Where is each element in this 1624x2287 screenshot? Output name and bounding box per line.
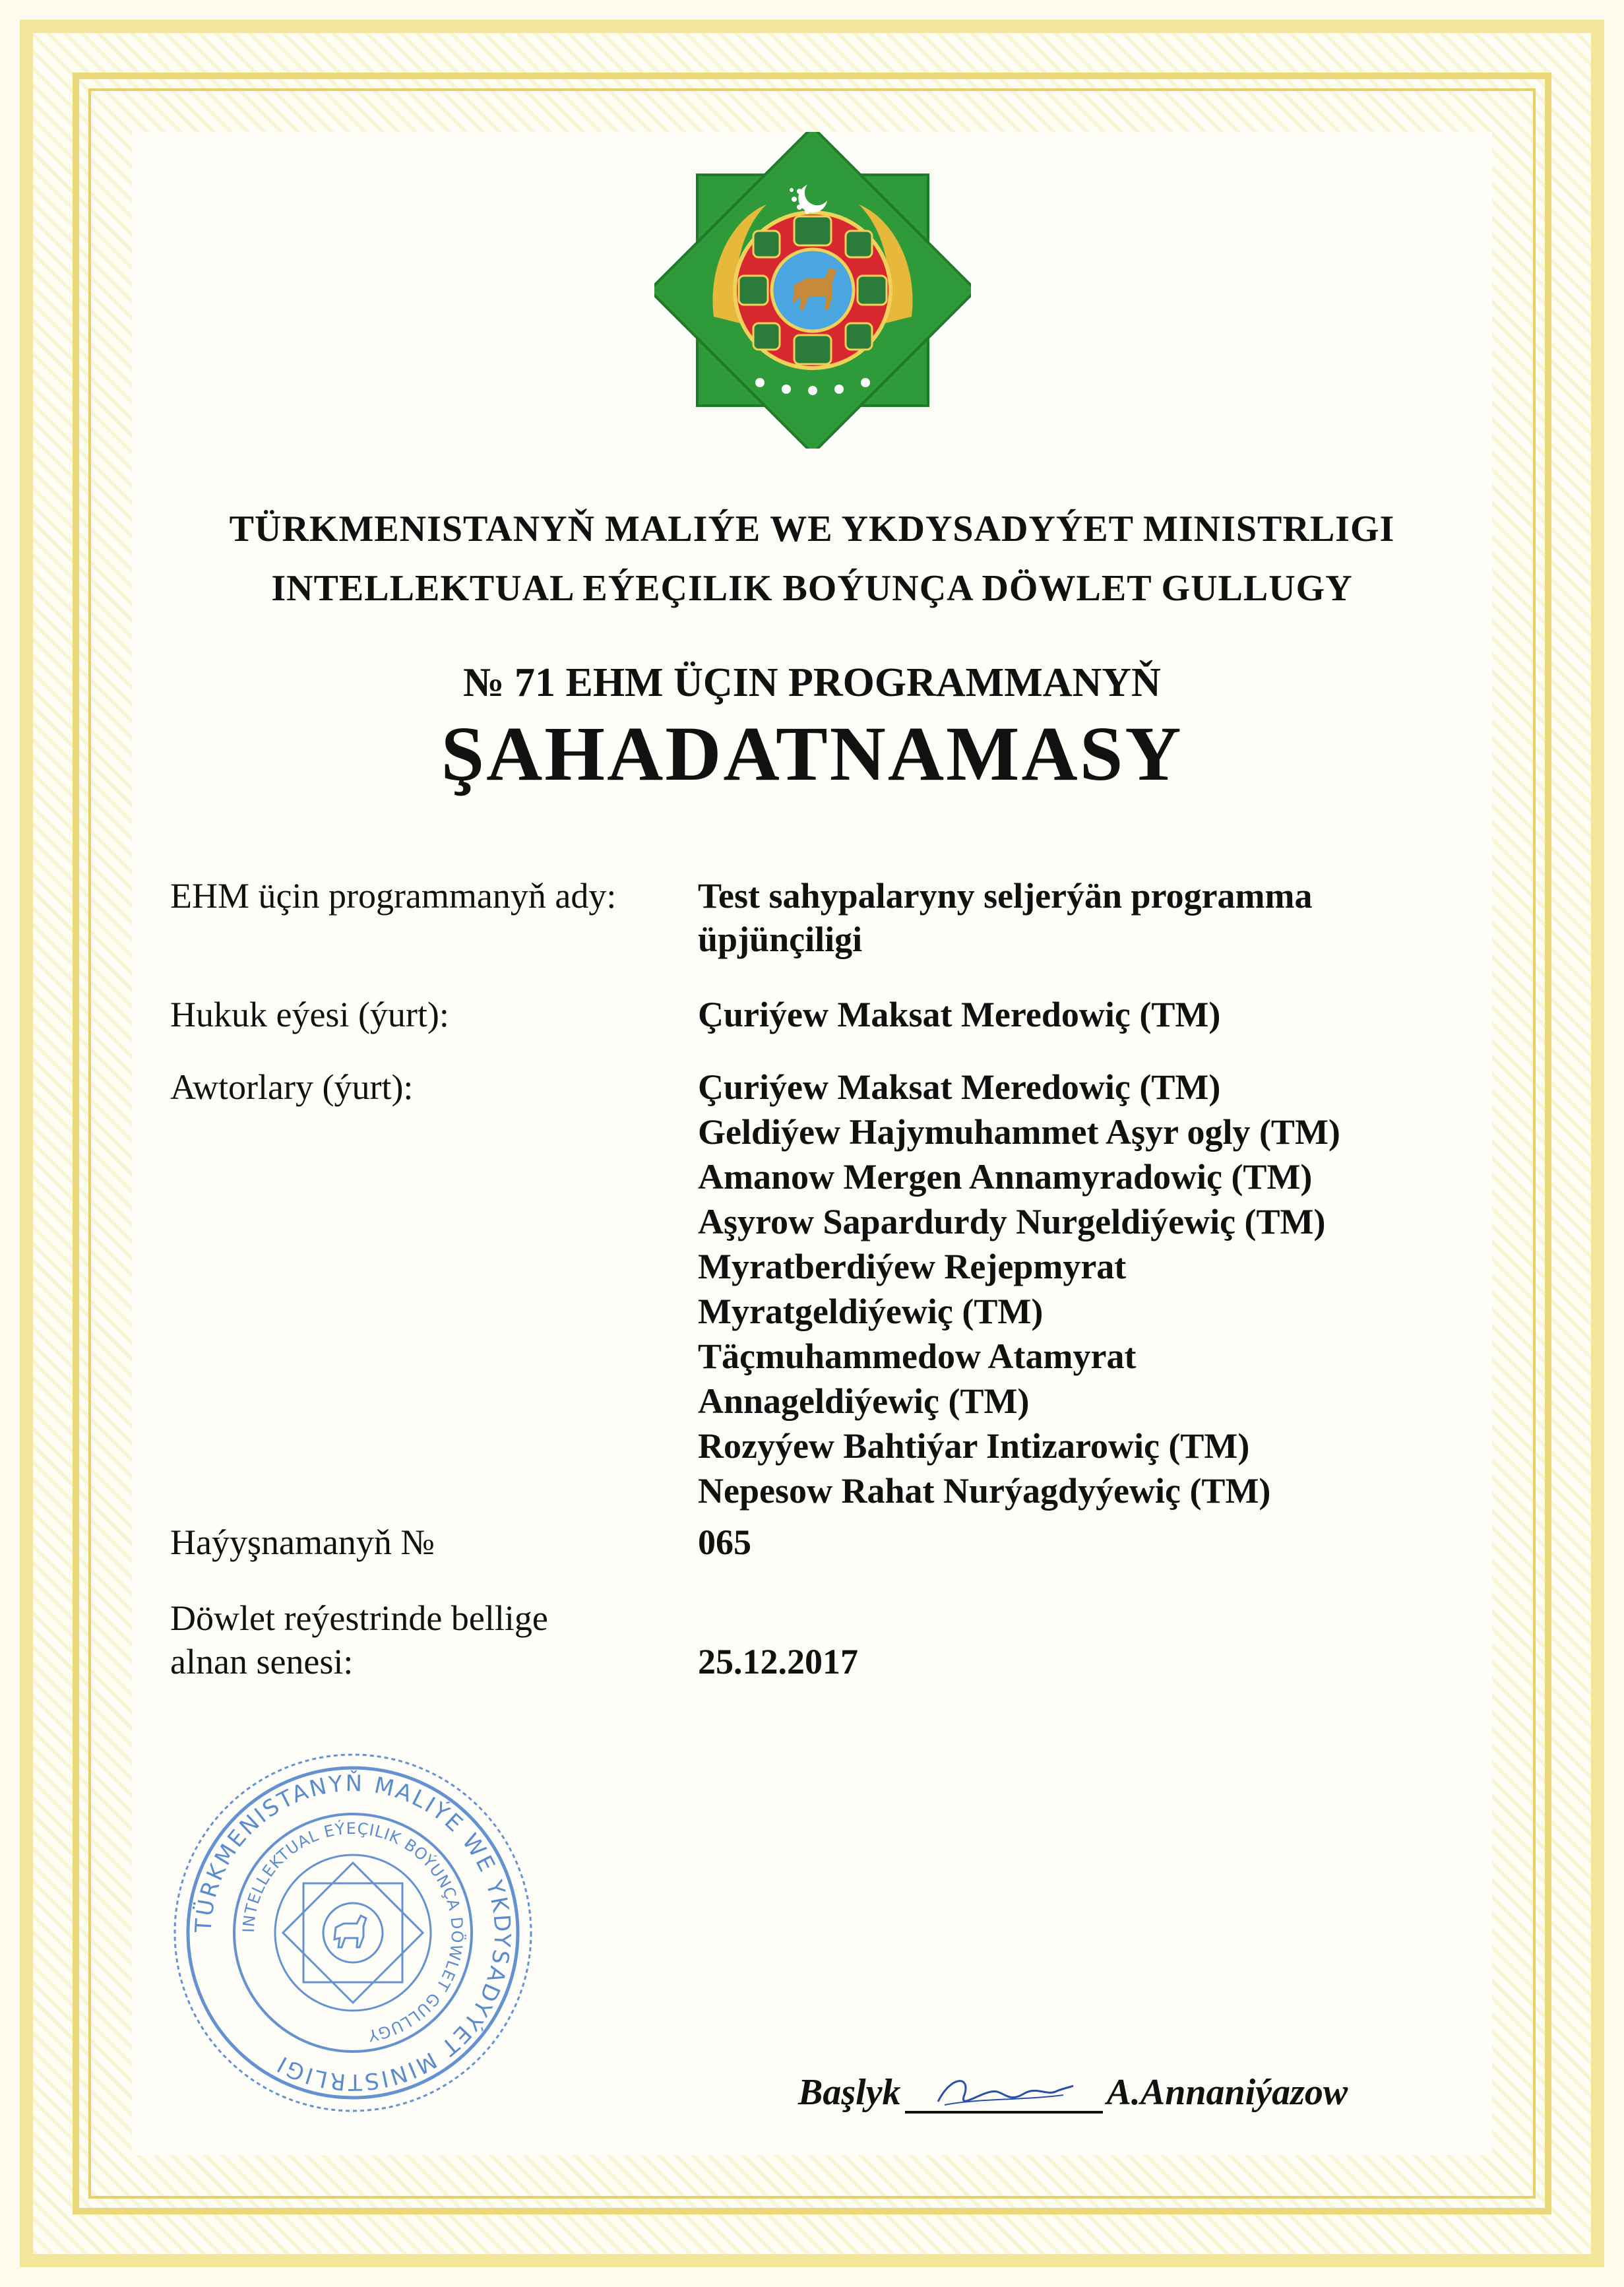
author-item: Annageldiýewiç (TM) [698, 1381, 1030, 1421]
official-seal-icon [162, 1741, 544, 2124]
author-item: Aşyrow Sapardurdy Nurgeldiýewiç (TM) [698, 1202, 1326, 1241]
author-item: Rozyýew Bahtiýar Intizarowiç (TM) [698, 1426, 1250, 1466]
author-item: Nepesow Rahat Nurýagdyýewiç (TM) [698, 1471, 1271, 1511]
signatory-position: Başlyk [798, 2072, 901, 2113]
application-label: Haýyşnamanyň № [170, 1522, 435, 1562]
svg-text:TÜRKMENISTANYŇ MALIÝE WE YKDYS [191, 1770, 516, 2095]
seal-inner-text: INTELLEKTUAL EÝEÇILIK BOÝUNÇA DÖWLET GULLUGY [239, 1819, 467, 2046]
application-value: 065 [698, 1522, 751, 1562]
program-name-value [698, 874, 1489, 961]
authors-list [698, 1065, 1489, 1514]
signatory-name: A.Annaniýazow [1106, 2072, 1348, 2113]
owner-label: Hukuk eýesi (ýurt): [170, 995, 449, 1034]
signature-line [905, 2084, 1103, 2114]
author-item: Täçmuhammedow Atamyrat [698, 1336, 1137, 1376]
author-item: Geldiýew Hajymuhammet Aşyr ogly (TM) [698, 1112, 1340, 1152]
handwritten-signature-icon [931, 2069, 1077, 2115]
ministry-name-line2: INTELLEKTUAL EÝEÇILIK BOÝUNÇA DÖWLET GULLUGY [271, 568, 1353, 609]
ministry-name-line1: TÜRKMENISTANYŇ MALIÝE WE YKDYSADYÝET MINISTRLIGI [229, 509, 1395, 549]
state-emblem-icon [654, 132, 971, 449]
author-item: Amanow Mergen Annamyradowiç (TM) [698, 1157, 1313, 1197]
program-name-line1: Test sahypalaryny seljerýän programma [698, 876, 1313, 916]
date-value: 25.12.2017 [698, 1642, 858, 1681]
author-item: Çuriýew Maksat Meredowiç (TM) [698, 1067, 1221, 1107]
date-label [170, 1596, 685, 1683]
owner-value: Çuriýew Maksat Meredowiç (TM) [698, 995, 1221, 1034]
date-label-line1: Döwlet reýestrinde bellige [170, 1598, 548, 1638]
author-item: Myratberdiýew Rejepmyrat [698, 1247, 1127, 1286]
date-label-line2: alnan senesi: [170, 1642, 354, 1681]
signature-block [798, 2071, 1348, 2114]
program-name-line2: üpjünçiligi [698, 920, 863, 959]
program-name-label: EHM üçin programmanyň ady: [170, 876, 617, 916]
authors-label: Awtorlary (ýurt): [170, 1067, 414, 1107]
certificate-title: ŞAHADATNAMASY [441, 710, 1183, 797]
author-item: Myratgeldiýewiç (TM) [698, 1292, 1044, 1331]
certificate-subtitle: № 71 EHM ÜÇIN PROGRAMMANYŇ [463, 660, 1161, 705]
seal-ring-text: TÜRKMENISTANYŇ MALIÝE WE YKDYSADYÝET MINISTRLIGI [190, 1770, 516, 2096]
